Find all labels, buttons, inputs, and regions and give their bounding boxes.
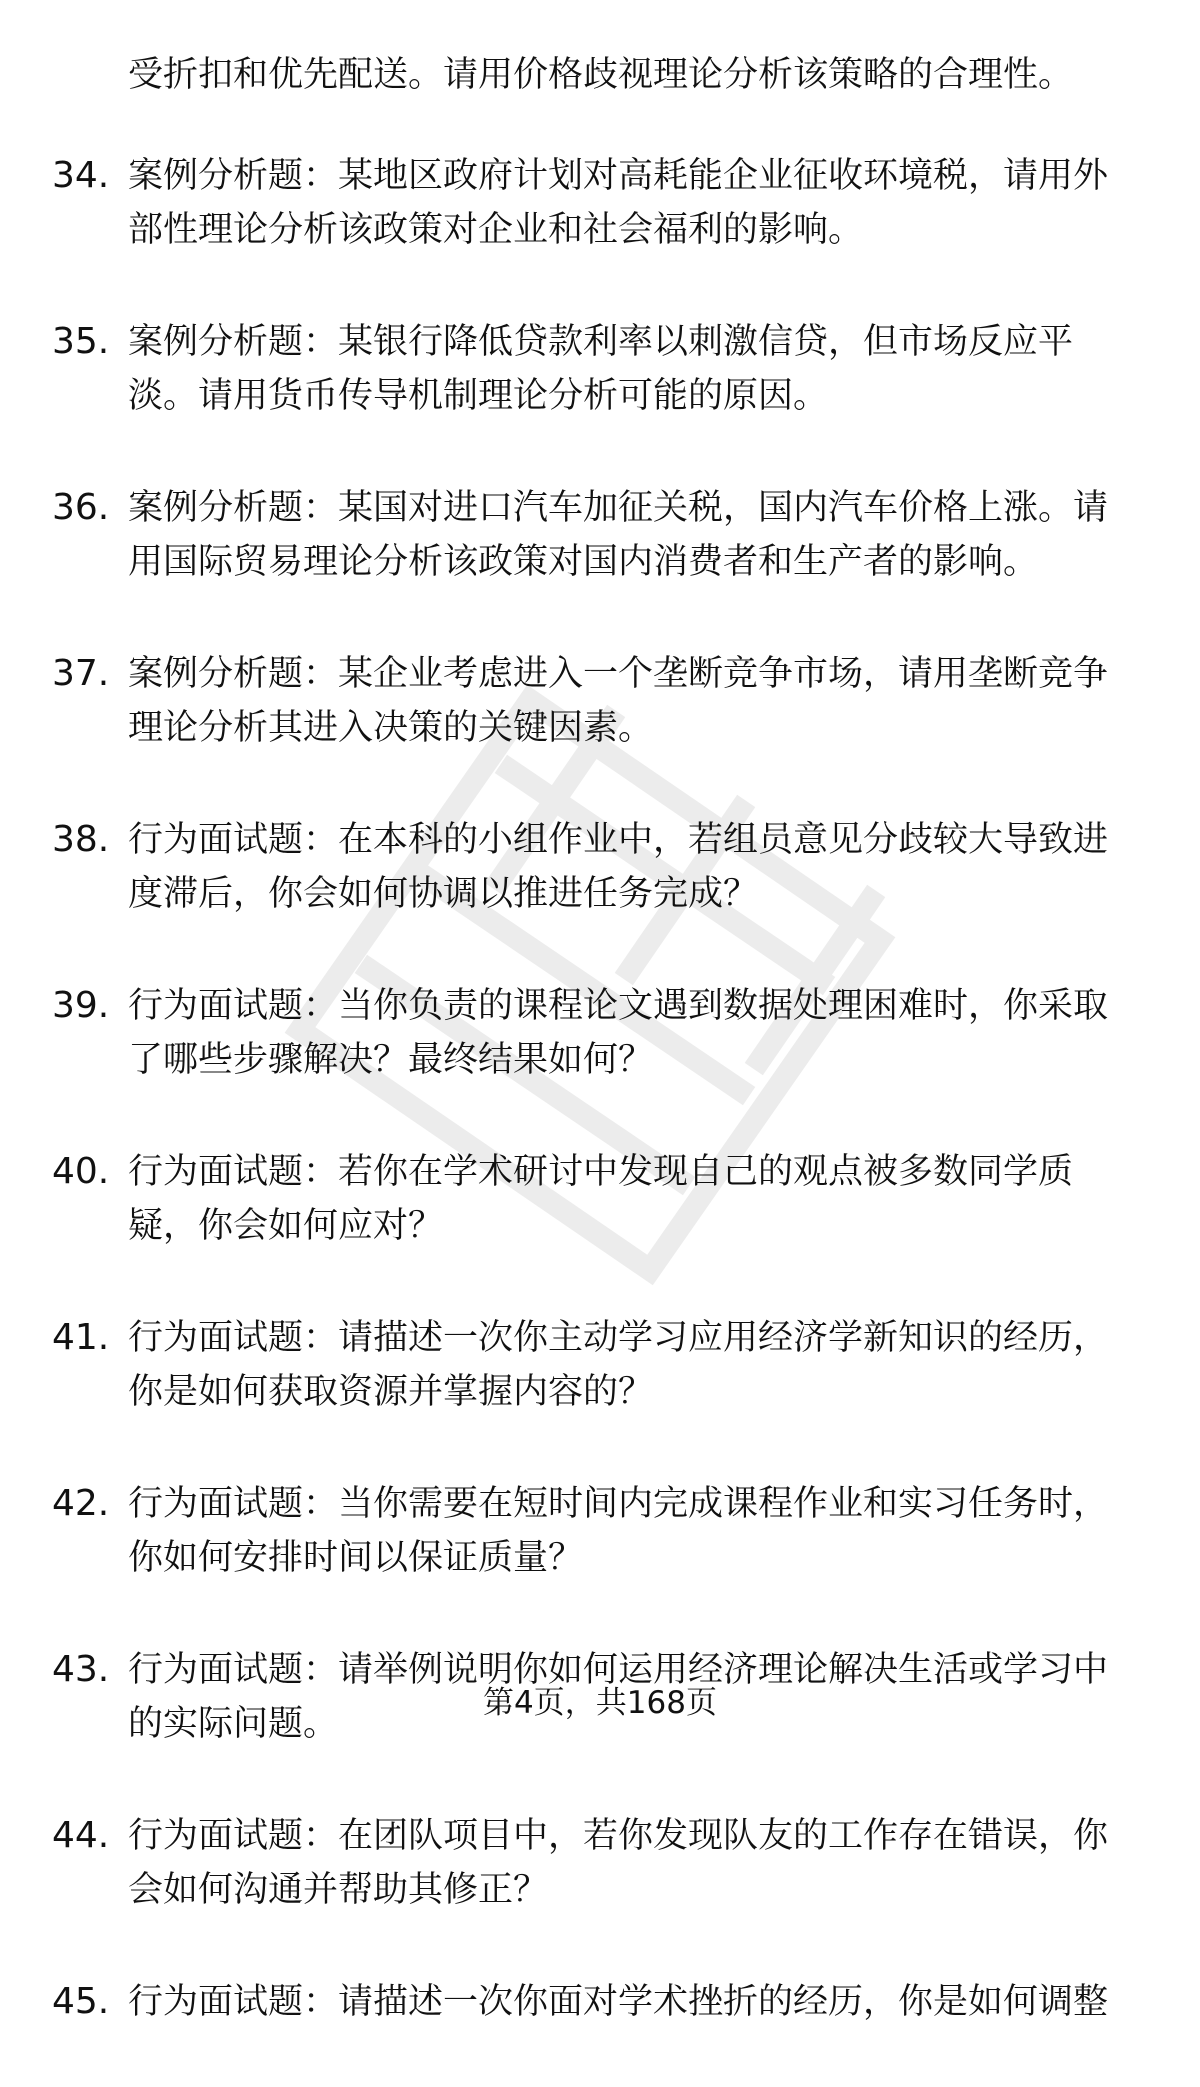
item-number: 35.: [52, 321, 110, 362]
item-number: 44.: [52, 1815, 110, 1856]
item-text-line-2: 你如何安排时间以保证质量？: [128, 1538, 584, 1578]
list-item: [0, 315, 1200, 423]
list-item: [0, 813, 1200, 921]
page-footer: 第4页，共168页: [483, 1685, 717, 1721]
item-number: 36.: [52, 487, 110, 528]
list-item: [0, 1145, 1200, 1253]
list-item: [0, 979, 1200, 1087]
list-item: [0, 1311, 1200, 1419]
list-item: [0, 481, 1200, 589]
item-text-line-1: 行为面试题：当你需要在短时间内完成课程作业和实习任务时，: [128, 1484, 1109, 1524]
item-number: 42.: [52, 1483, 110, 1524]
item-text-line-1: 受折扣和优先配送。请用价格歧视理论分析该策略的合理性。: [128, 55, 1074, 95]
item-text-line-2: 度滞后，你会如何协调以推进任务完成？: [128, 874, 759, 914]
item-text-line-2: 部性理论分析该政策对企业和社会福利的影响。: [128, 210, 864, 250]
item-text-line-1: 案例分析题：某地区政府计划对高耗能企业征收环境税，请用外: [128, 156, 1109, 196]
item-text-line-2: 疑，你会如何应对？: [128, 1206, 444, 1246]
item-text-line-2: 理论分析其进入决策的关键因素。: [128, 708, 654, 748]
item-text-line-1: 案例分析题：某国对进口汽车加征关税，国内汽车价格上涨。请: [128, 488, 1109, 528]
item-text-line-2: 用国际贸易理论分析该政策对国内消费者和生产者的影响。: [128, 542, 1039, 582]
list-item: [0, 1809, 1200, 1917]
item-number: 39.: [52, 985, 110, 1026]
list-item: [0, 149, 1200, 257]
item-text-line-2: 你是如何获取资源并掌握内容的？: [128, 1372, 654, 1412]
item-text-line-1: 行为面试题：在本科的小组作业中，若组员意见分歧较大导致进: [128, 820, 1109, 860]
item-text-line-1: 行为面试题：当你负责的课程论文遇到数据处理困难时，你采取: [128, 986, 1109, 1026]
item-text-line-1: 行为面试题：请描述一次你面对学术挫折的经历，你是如何调整: [128, 1982, 1109, 2022]
question-list: [0, 48, 1200, 2087]
item-text-line-1: 行为面试题：请举例说明你如何运用经济理论解决生活或学习中: [128, 1650, 1109, 1690]
item-text-line-2: 淡。请用货币传导机制理论分析可能的原因。: [128, 376, 829, 416]
list-item: [0, 1975, 1200, 2029]
list-item: [0, 647, 1200, 755]
item-number: 37.: [52, 653, 110, 694]
list-item: [0, 1477, 1200, 1585]
item-number: 41.: [52, 1317, 110, 1358]
item-number: 34.: [52, 155, 110, 196]
item-number: 40.: [52, 1151, 110, 1192]
item-number: 45.: [52, 1981, 110, 2022]
item-text-line-2: 了哪些步骤解决？最终结果如何？: [128, 1040, 654, 1080]
item-text-line-1: 案例分析题：某银行降低贷款利率以刺激信贷，但市场反应平: [128, 322, 1074, 362]
item-text-line-2: 的实际问题。: [128, 1704, 339, 1744]
item-text-line-1: 案例分析题：某企业考虑进入一个垄断竞争市场，请用垄断竞争: [128, 654, 1109, 694]
item-text-line-1: 行为面试题：在团队项目中，若你发现队友的工作存在错误，你: [128, 1816, 1109, 1856]
item-number: 43.: [52, 1649, 110, 1690]
item-number: 38.: [52, 819, 110, 860]
item-text-line-1: 行为面试题：请描述一次你主动学习应用经济学新知识的经历，: [128, 1318, 1109, 1358]
item-text-line-2: 会如何沟通并帮助其修正？: [128, 1870, 549, 1910]
list-item: [0, 48, 1200, 102]
item-text-line-1: 行为面试题：若你在学术研讨中发现自己的观点被多数同学质: [128, 1152, 1074, 1192]
